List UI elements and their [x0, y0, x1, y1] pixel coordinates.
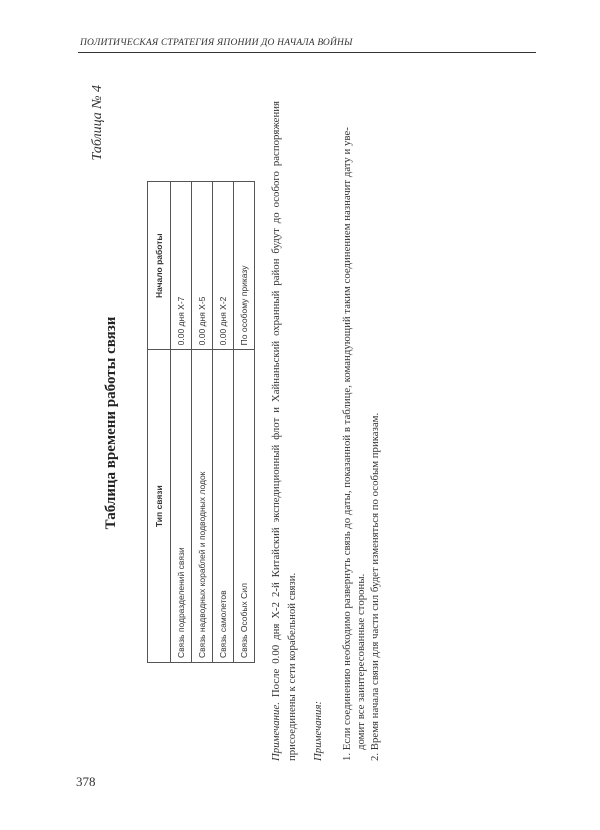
note-text: После 0.00 дня Х-2 2-й Китайский экспедиционный флот и Хайнаньский охранный район будут до особого распоряжения присоединены к сети корабельной связи. — [270, 101, 298, 761]
table-row — [192, 182, 213, 663]
notes-heading: Примечания: — [312, 700, 324, 761]
table-row — [234, 182, 255, 663]
cell-start: 0.00 дня Х-5 — [192, 182, 213, 350]
rotated-content — [90, 73, 540, 773]
communications-table — [147, 181, 255, 663]
table-row — [213, 182, 234, 663]
table-number-label: Таблица № 4 — [90, 85, 105, 161]
column-header-type: Тип связи — [148, 350, 171, 663]
note-item-1: 1. Если соединению необходимо развернуть связь до даты, показанной в таблице, командующий таким соединением назначит дату и уве- — [341, 127, 353, 761]
cell-type: Связь подразделений связи — [171, 350, 192, 663]
cell-start: 0.00 дня Х-2 — [213, 182, 234, 350]
table-title: Таблица времени работы связи — [103, 316, 119, 530]
column-header-start: Начало работы — [148, 182, 171, 350]
cell-type: Связь Особых Сил — [234, 350, 255, 663]
cell-start: По особому приказу — [234, 182, 255, 350]
cell-type: Связь надводных кораблей и подводных лодок — [192, 350, 213, 663]
note-item-1-continuation: домит все заинтересованные стороны. — [355, 573, 367, 750]
cell-start: 0.00 дня Х-7 — [171, 182, 192, 350]
note-item-2: 2. Время начала связи для части сил будет изменяться по особым приказам. — [369, 412, 381, 761]
note-lead: Примечание. — [270, 702, 282, 761]
notes-list — [340, 101, 382, 761]
table-header-row — [148, 182, 171, 663]
running-header: ПОЛИТИЧЕСКАЯ СТРАТЕГИЯ ЯПОНИИ ДО НАЧАЛА ВОЙНЫ — [80, 38, 353, 48]
table-row — [171, 182, 192, 663]
header-rule — [78, 52, 536, 53]
table-note — [268, 101, 300, 761]
page-number: 378 — [76, 774, 96, 789]
cell-type: Связь самолетов — [213, 350, 234, 663]
